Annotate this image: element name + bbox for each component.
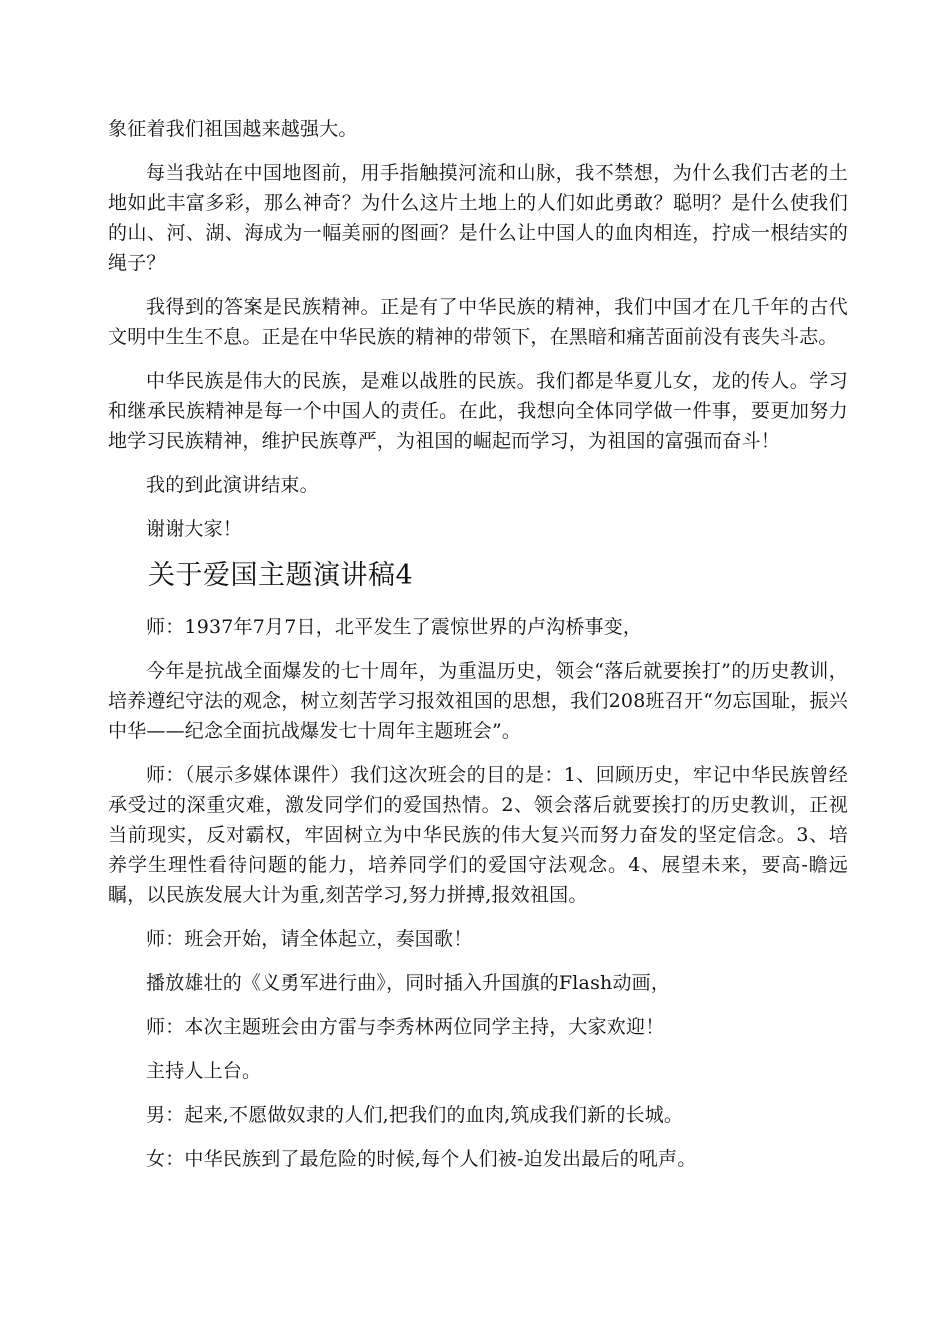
- paragraph: 男：起来,不愿做奴隶的人们,把我们的血肉,筑成我们新的长城。: [146, 1104, 684, 1126]
- paragraph: 象征着我们祖国越来越强大。: [108, 118, 358, 140]
- paragraph: 师：1937年7月7日，北平发生了震惊世界的卢沟桥事变，: [146, 616, 643, 638]
- paragraph: 女：中华民族到了最危险的时候,每个人们被-迫发出最后的吼声。: [146, 1148, 697, 1170]
- paragraph: 师：本次主题班会由方雷与李秀林两位同学主持，大家欢迎！: [146, 1016, 665, 1038]
- paragraph: 我得到的答案是民族精神。正是有了中华民族的精神，我们中国才在几千年的古代文明中生生不息。正是在中华民族的精神的带领下，在黑暗和痛苦面前没有丧失斗志。: [108, 296, 848, 348]
- paragraph: 谢谢大家！: [146, 518, 243, 540]
- paragraph: 师：（展示多媒体课件）我们这次班会的目的是：1、回顾历史，牢记中华民族曾经承受过的深重灾难，激发同学们的爱国热情。2、领会落后就要挨打的历史教训，正视当前现实，反对霸权，牢固树立为中华民族的伟大复兴而努力奋发的坚定信念。3、培养学生理性看待问题的能力，培养同学们的爱国守法观念。4、展望未来，要高-瞻远瞩，以民族发展大计为重,刻苦学习,努力拼搏,报效祖国。: [108, 764, 848, 906]
- paragraph: 今年是抗战全面爆发的七十周年，为重温历史，领会“落后就要挨打”的历史教训，培养遵纪守法的观念，树立刻苦学习报效祖国的思想，我们208班召开“勿忘国耻，振兴中华——纪念全面抗战爆发七十周年主题班会”。: [108, 660, 848, 742]
- section-heading: 关于爱国主题演讲稿4: [148, 560, 414, 591]
- paragraph: 中华民族是伟大的民族，是难以战胜的民族。我们都是华夏儿女，龙的传人。学习和继承民族精神是每一个中国人的责任。在此，我想向全体同学做一件事，要更加努力地学习民族精神，维护民族尊严，为祖国的崛起而学习，为祖国的富强而奋斗！: [108, 370, 848, 452]
- paragraph: 播放雄壮的《义勇军进行曲》，同时插入升国旗的Flash动画，: [146, 972, 671, 994]
- document-body: [108, 114, 848, 1174]
- paragraph: 我的到此演讲结束。: [146, 474, 319, 496]
- paragraph: 每当我站在中国地图前，用手指触摸河流和山脉，我不禁想，为什么我们古老的土地如此丰富多彩，那么神奇？为什么这片土地上的人们如此勇敢？聪明？是什么使我们的山、河、湖、海成为一幅美丽的图画？是什么让中国人的血肉相连，拧成一根结实的绳子？: [108, 162, 848, 274]
- paragraph: 主持人上台。: [146, 1060, 262, 1082]
- paragraph: 师：班会开始，请全体起立，奏国歌！: [146, 928, 473, 950]
